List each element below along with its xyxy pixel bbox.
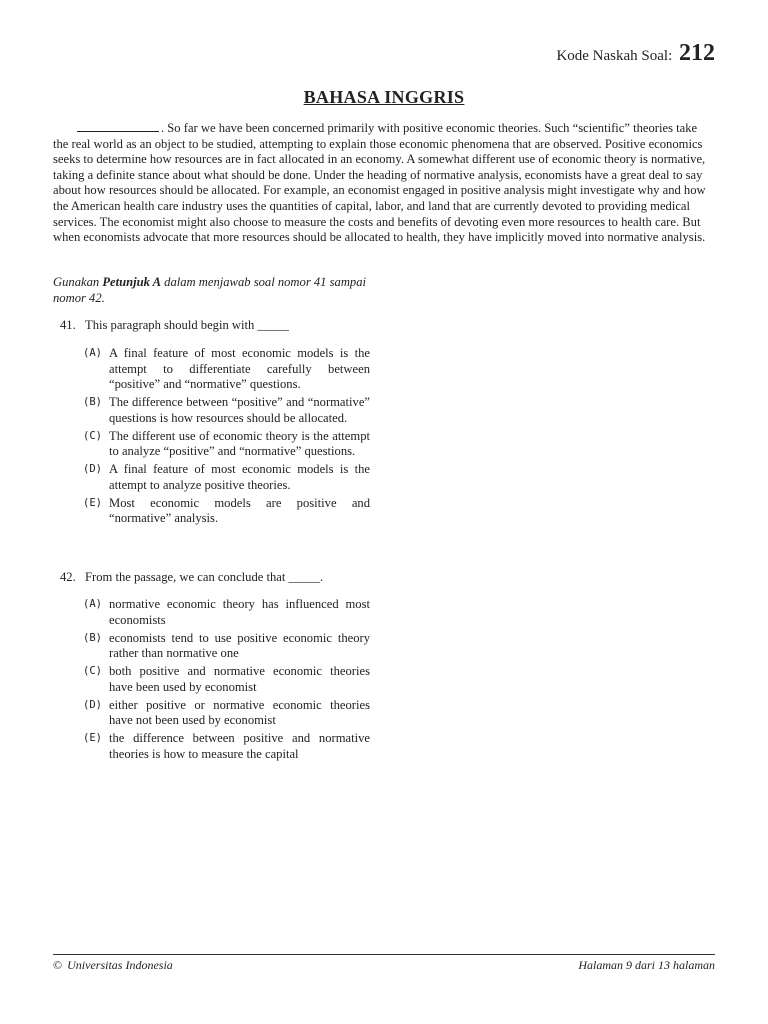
copyright-symbol: © (53, 958, 63, 972)
reading-passage (53, 121, 715, 246)
exam-page (53, 0, 715, 1024)
option-text: The different use of economic theory is the attempt to analyze “positive” and “normative” questions. (109, 428, 370, 459)
footer-divider (53, 954, 715, 955)
option-41-e[interactable] (83, 496, 370, 527)
option-42-e[interactable] (83, 731, 370, 762)
option-text: the difference between positive and normative theories is how to measure the capital (109, 731, 370, 761)
option-42-b[interactable] (83, 631, 370, 662)
question-42-options (83, 597, 370, 765)
footer-copyright (53, 958, 173, 973)
option-text: both positive and normative economic theories have been used by economist (109, 664, 370, 694)
option-41-d[interactable] (83, 462, 370, 493)
option-letter: (B) (83, 396, 102, 409)
option-letter: (E) (83, 496, 102, 509)
exam-code-label: Kode Naskah Soal: (556, 48, 673, 64)
option-42-c[interactable] (83, 664, 370, 695)
option-text: Most economic models are positive and “normative” analysis. (109, 495, 370, 526)
option-text: A final feature of most economic models is the attempt to differentiate carefully between “positive” and “normative” questions. (109, 346, 370, 391)
option-letter: (D) (83, 698, 102, 711)
page-title: BAHASA INGGRIS (303, 87, 465, 107)
option-42-d[interactable] (83, 698, 370, 729)
option-letter: (A) (83, 347, 102, 359)
question-42 (60, 570, 370, 586)
option-text: A final feature of most economic models is the attempt to analyze positive theories. (109, 462, 370, 492)
question-number: 42. (60, 570, 76, 584)
instruction (53, 274, 371, 306)
exam-code (556, 40, 715, 67)
option-42-a[interactable] (83, 597, 370, 628)
passage-text: . So far we have been concerned primarily with positive economic theories. Such “scientific” theories take the real world as an object to be studied, attempting to explain those economic phenomena that are observed. Positive economics seeks to determine how resources are in fact allocated in an economy. A somewhat different use of economic theory is normative, taking a definite stance about what should be done. Under the heading of normative analysis, economists have a great deal to say about how resources should be allocated. For example, an economist engaged in positive analysis might investigate why and how the American health care industry uses the quantities of capital, labor, and land that are currently devoted to providing medical services. The economist might also choose to measure the costs and benefits of devoting even more resources to health care. But when economists advocate that more resources should be allocated to health, they have implicitly moved into normative analysis. (53, 121, 706, 245)
question-41 (60, 318, 370, 334)
footer-institution: Universitas Indonesia (67, 958, 173, 972)
option-text: either positive or normative economic theories have not been used by economist (109, 697, 370, 728)
option-text: economists tend to use positive economic theory rather than normative one (109, 630, 370, 661)
option-41-c[interactable] (83, 429, 370, 460)
option-41-a[interactable] (83, 346, 370, 393)
option-letter: (C) (83, 429, 102, 442)
option-letter: (E) (83, 732, 102, 745)
footer-page-number: Halaman 9 dari 13 halaman (578, 958, 715, 972)
question-text: This paragraph should begin with _____ (85, 318, 289, 332)
option-letter: (D) (83, 463, 102, 476)
question-41-options (83, 346, 370, 529)
option-41-b[interactable] (83, 395, 370, 426)
instruction-prefix: Gunakan (53, 275, 103, 289)
instruction-suffix: dalam menjawab soal nomor 41 sampai nomor 42. (53, 275, 367, 305)
option-text: The difference between “positive” and “normative” questions is how resources should be allocated. (109, 395, 370, 425)
question-text: From the passage, we can conclude that _____. (85, 570, 324, 584)
option-letter: (C) (83, 665, 102, 678)
instruction-bold: Petunjuk A (102, 275, 161, 289)
passage-blank (77, 121, 159, 132)
exam-code-number: 212 (679, 40, 715, 66)
option-letter: (B) (83, 631, 102, 644)
option-text: normative economic theory has influenced most economists (109, 597, 370, 627)
question-number: 41. (60, 318, 76, 332)
option-letter: (A) (83, 598, 102, 610)
